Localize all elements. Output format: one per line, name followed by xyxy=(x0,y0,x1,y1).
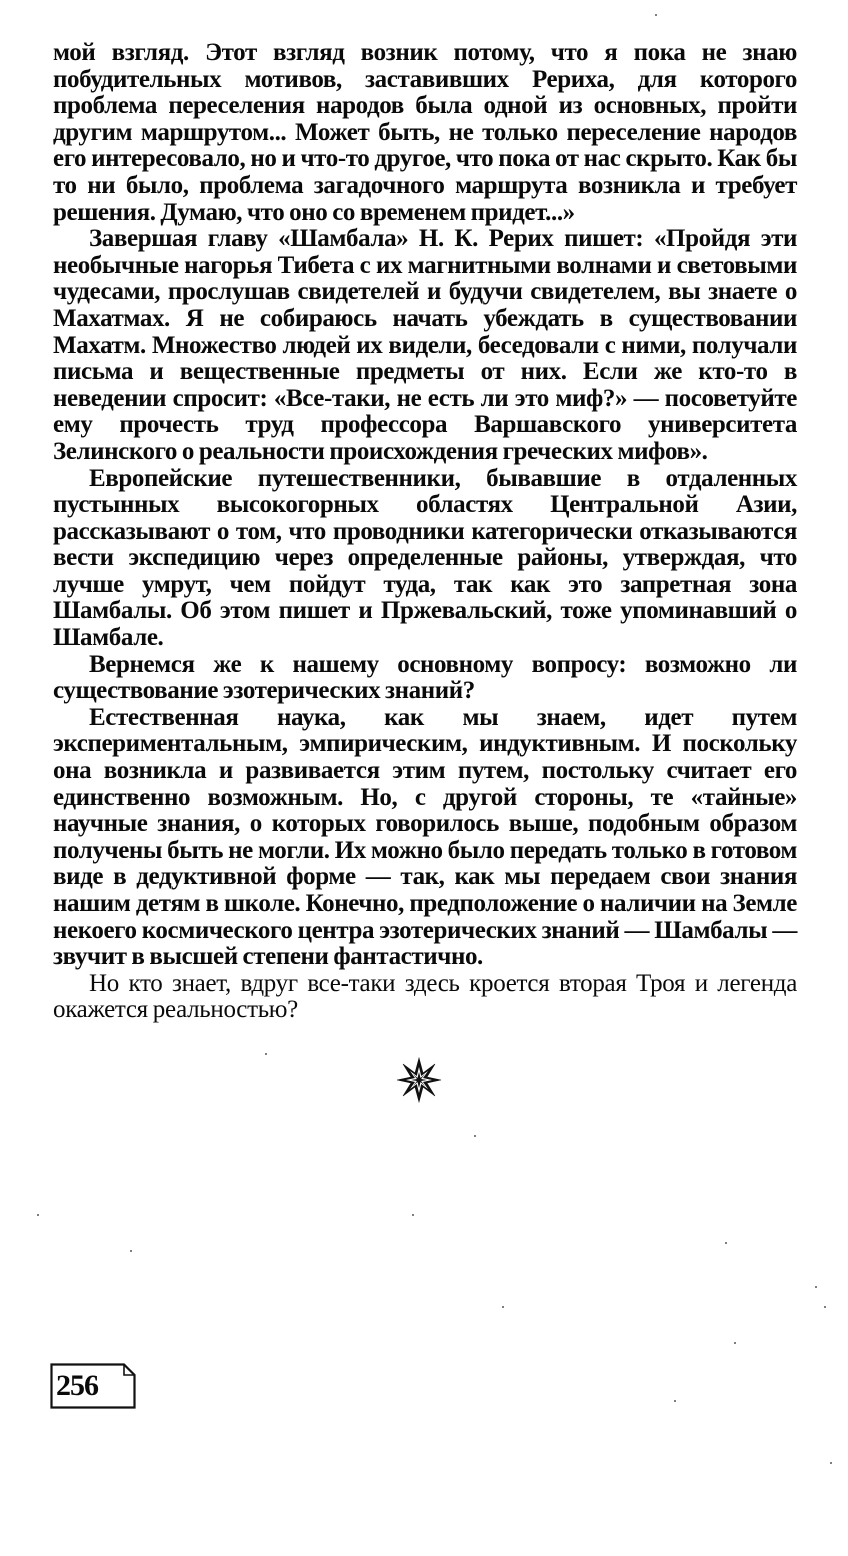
paragraph-4: Вернемся же к нашему основному вопросу: возможно ли существование эзотерических знаний? xyxy=(53,650,797,705)
dust-speck xyxy=(412,1214,414,1216)
dust-speck xyxy=(265,1053,267,1055)
dust-speck xyxy=(674,1400,676,1402)
paragraph-2: Завершая главу «Шамбала» Н. К. Рерих пишет: «Пройдя эти необычные нагорья Тибета с их магнитными волнами и световыми чудесами, прослушав свидетелей и будучи свидетелем, вы знаете о Махатмах. Я не собираюсь начать убеждать в существовании Махатм. Множество людей их видели, беседовали с ними, получали письма и вещественные предметы от них. Если же кто-то в неведении спросит: «Все-таки, не есть ли это миф?» — посоветуйте ему прочесть труд профессора Варшавского университета Зелинского о реальности происхождения греческих мифов». xyxy=(53,225,797,465)
star-ornament-icon xyxy=(395,1056,443,1104)
dust-speck xyxy=(474,1135,476,1137)
page-number-frame xyxy=(50,1363,136,1409)
paragraph-1: мой взгляд. Этот взгляд возник потому, что я пока не знаю побудительных мотивов, заставивших Рериха, для которого проблема переселения народов была одной из основных, пройти другим маршрутом... Может быть, не только переселение народов его интересовало, но и что-то другое, что пока от нас скрыто. Как бы то ни было, проблема загадочного маршрута возникла и требует решения. Думаю, что оно со временем придет...» xyxy=(53,39,797,226)
dust-speck xyxy=(734,1342,736,1344)
body-text xyxy=(53,40,797,1024)
dust-speck xyxy=(130,1250,132,1252)
dust-speck xyxy=(725,1242,727,1244)
dust-speck xyxy=(655,14,657,16)
page-number: 256 xyxy=(56,1369,98,1402)
paragraph-3: Европейские путешественники, бывавшие в отдаленных пустынных высокогорных областях Центральной Азии, рассказывают о том, что проводники категорически отказываются вести экспедицию через определенные районы, утверждая, что лучше умрут, чем пойдут туда, так как это запретная зона Шамбалы. Об этом пишет и Пржевальский, тоже упоминавший о Шамбале. xyxy=(53,464,797,652)
dust-speck xyxy=(502,1306,504,1308)
dust-speck xyxy=(815,1286,817,1288)
dust-speck xyxy=(37,1214,39,1216)
dust-speck xyxy=(830,1462,832,1464)
dust-speck xyxy=(824,1306,826,1308)
paragraph-6: Но кто знает, вдруг все-таки здесь кроется вторая Троя и легенда окажется реальностью? xyxy=(53,969,797,1024)
paragraph-5: Естественная наука, как мы знаем, идет путем экспериментальным, эмпирическим, индуктивным. И поскольку она возникла и развивается этим путем, постольку считает его единственно возможным. Но, с другой стороны, те «тайные» научные знания, о которых говорилось выше, подобным образом получены быть не могли. Их можно было передать только в готовом виде в дедуктивной форме — так, как мы передаем свои знания нашим детям в школе. Конечно, предположение о наличии на Земле некоего космического центра эзотерических знаний — Шамбалы — звучит в высшей степени фантастично. xyxy=(53,703,797,971)
